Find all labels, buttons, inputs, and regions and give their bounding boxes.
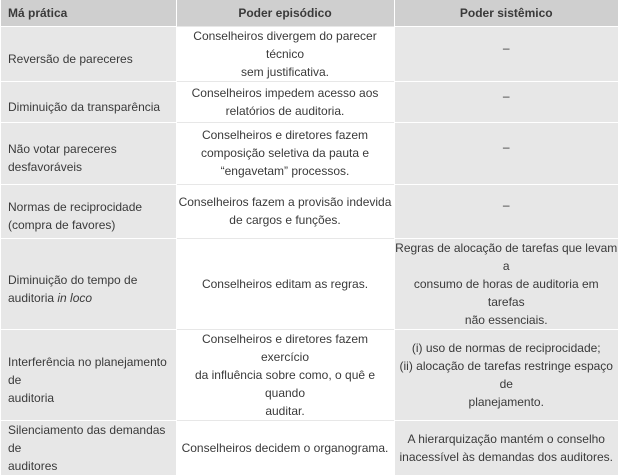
- episodico-text: da influência sobre como, o quê e quando: [194, 367, 376, 400]
- header-poder-episodico: Poder episódico: [176, 0, 394, 26]
- sistemico-cell: [394, 238, 618, 329]
- episodico-cell: [176, 81, 394, 122]
- table-row: [1, 420, 618, 475]
- pratica-cell: [1, 184, 176, 238]
- pratica-text: Diminuição da transparência: [8, 99, 161, 114]
- sistemico-text: (i) uso de normas de reciprocidade;: [411, 340, 601, 355]
- pratica-text: (compra de favores): [8, 218, 116, 232]
- pratica-text-line: [8, 289, 176, 307]
- pratica-emphasis: in loco: [57, 290, 93, 305]
- sistemico-cell: [394, 329, 618, 420]
- pratica-text: Não votar pareceres: [8, 142, 117, 156]
- sistemico-cell: [394, 420, 618, 475]
- pratica-cell: [1, 26, 176, 81]
- episodico-text: Conselheiros e diretores fazem exercício: [201, 331, 369, 364]
- sistemico-text: consumo de horas de auditoria em tarefas: [413, 276, 599, 309]
- sistemico-dash: –: [502, 140, 510, 154]
- episodico-text: Conselheiros decidem o organograma.: [181, 440, 389, 455]
- pratica-cell: [1, 81, 176, 122]
- pratica-cell: [1, 238, 176, 329]
- episodico-cell: [176, 122, 394, 184]
- pratica-cell: [1, 420, 176, 475]
- table-row: [1, 122, 618, 184]
- episodico-text: sem justificativa.: [240, 64, 330, 79]
- table-row: [1, 238, 618, 329]
- episodico-text: Conselheiros divergem do parecer técnico: [193, 28, 377, 61]
- pratica-text: auditoria: [8, 290, 55, 305]
- sistemico-cell: [394, 81, 618, 122]
- sistemico-dash: –: [502, 40, 510, 55]
- episodico-cell: [176, 329, 394, 420]
- sistemico-text: planejamento.: [468, 394, 544, 409]
- header-row: [1, 0, 618, 26]
- header-poder-sistemico: Poder sistêmico: [394, 0, 618, 26]
- sistemico-cell: [394, 26, 618, 81]
- episodico-text: “engavetam” processos.: [220, 164, 350, 178]
- sistemico-text: inacessível às demandas dos auditores.: [399, 449, 613, 464]
- episodico-cell: [176, 420, 394, 475]
- episodico-text: composição seletiva da pauta e: [200, 146, 370, 160]
- header-ma-pratica: Má prática: [8, 5, 68, 20]
- pratica-text: Diminuição do tempo de: [8, 272, 138, 287]
- pratica-text: auditoria: [8, 390, 55, 405]
- episodico-cell: [176, 26, 394, 81]
- table-row: [1, 81, 618, 122]
- episodico-text: Conselheiros editam as regras.: [201, 276, 369, 291]
- episodico-text: relatórios de auditoria.: [225, 103, 345, 118]
- pratica-text: Silenciamento das demandas de: [8, 422, 166, 455]
- sistemico-cell: [394, 184, 618, 238]
- sistemico-dash: –: [502, 88, 510, 103]
- episodico-cell: [176, 184, 394, 238]
- pratica-text: Normas de reciprocidade: [8, 200, 143, 214]
- episodico-text: de cargos e funções.: [229, 213, 341, 227]
- sistemico-text: não essenciais.: [464, 312, 548, 327]
- sistemico-text: A hierarquização mantém o conselho: [407, 431, 605, 446]
- sistemico-cell: [394, 122, 618, 184]
- table-row: [1, 184, 618, 238]
- pratica-text: Interferência no planejamento de: [8, 354, 167, 387]
- sistemico-text: (ii) alocação de tarefas restringe espaço de: [399, 358, 613, 391]
- episodico-cell: [176, 238, 394, 329]
- episodico-text: Conselheiros impedem acesso aos: [191, 85, 379, 100]
- table-row: [1, 329, 618, 420]
- episodico-text: auditar.: [265, 403, 305, 418]
- pratica-cell: [1, 329, 176, 420]
- sistemico-dash: –: [502, 198, 510, 212]
- pratica-text: Reversão de pareceres: [8, 51, 133, 66]
- table-row: [1, 26, 618, 81]
- practices-table: [1, 0, 618, 475]
- episodico-text: Conselheiros fazem a provisão indevida: [178, 195, 392, 209]
- sistemico-text: Regras de alocação de tarefas que levam a: [395, 240, 618, 273]
- pratica-cell: [1, 122, 176, 184]
- pratica-text: auditores: [8, 458, 58, 473]
- episodico-text: Conselheiros e diretores fazem: [201, 128, 369, 142]
- pratica-text: desfavoráveis: [8, 160, 83, 174]
